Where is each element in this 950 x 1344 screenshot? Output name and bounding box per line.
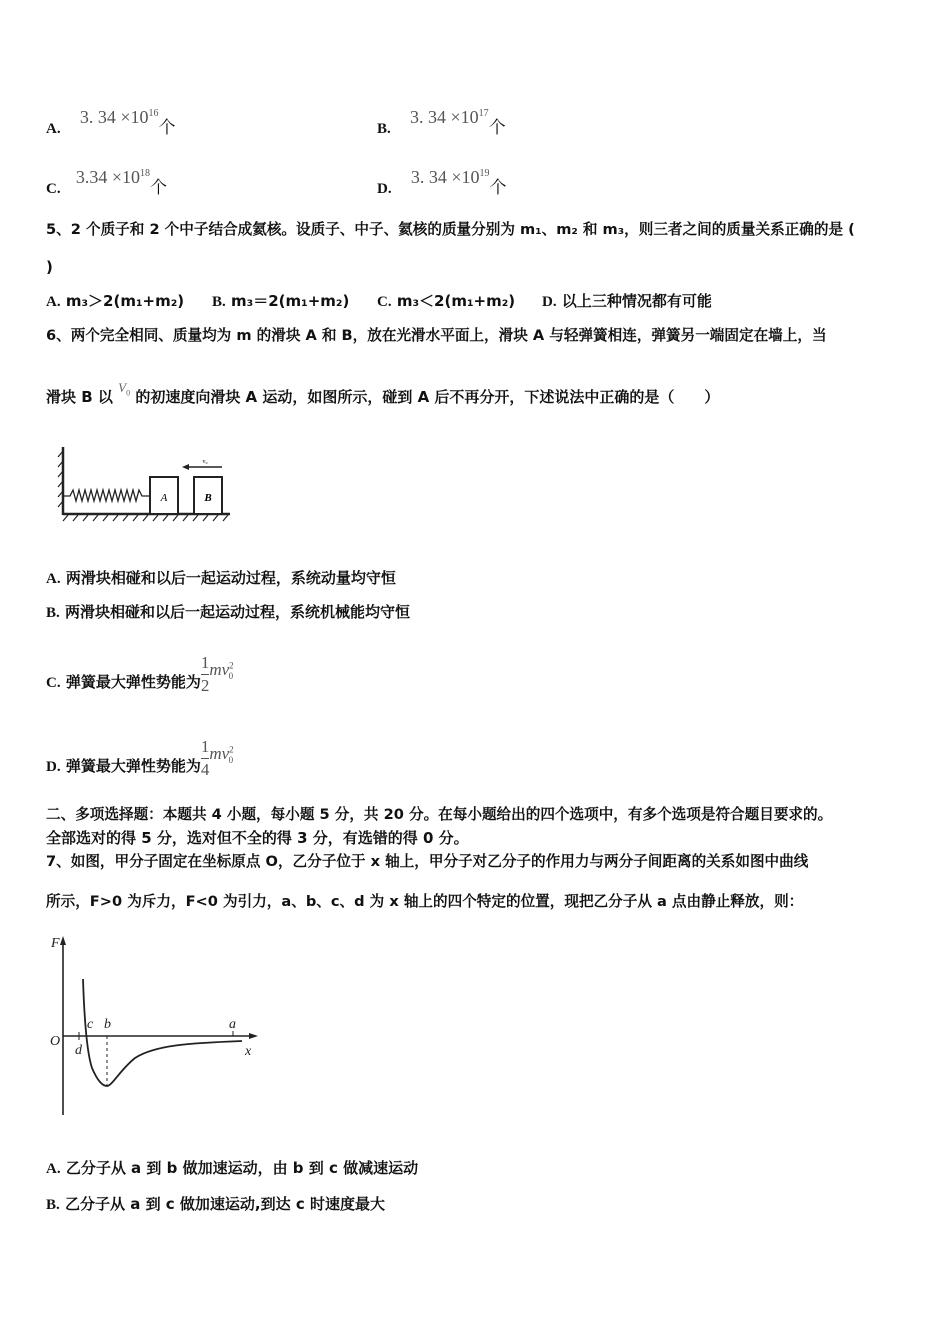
math-expr	[209, 660, 234, 682]
value-exponent: 19	[479, 168, 490, 179]
q5-option-a	[46, 291, 184, 312]
option-value	[410, 107, 489, 127]
option-label: A.	[46, 121, 61, 137]
q5-stem: 5、2 个质子和 2 个中子结合成氦核。设质子、中子、氦核的质量分别为 m₁、m₂ 和 m₃，则三者之间的质量关系正确的是 (	[46, 221, 855, 238]
q6-option-b	[46, 602, 410, 623]
option-label: C.	[46, 675, 61, 691]
numerator: 1	[200, 653, 210, 672]
v0-subscript: 0	[126, 388, 131, 398]
option-value	[80, 107, 159, 127]
option-text: 乙分子从 a 到 c 做加速运动,到达 c 时速度最大	[65, 1195, 385, 1213]
option-text: 弹簧最大弹性势能为	[65, 673, 201, 691]
force-curve	[83, 979, 242, 1086]
block-a-label: A	[160, 492, 168, 504]
option-label: B.	[46, 1197, 60, 1213]
q4-option-d	[377, 167, 507, 199]
option-label: C.	[377, 294, 392, 310]
value-mantissa: 3. 34 ×10	[410, 107, 479, 127]
value-mantissa: 3. 34 ×10	[410, 167, 480, 187]
denominator: 2	[200, 676, 210, 695]
q7-option-b	[46, 1194, 385, 1215]
option-label: A.	[46, 294, 61, 310]
q7-stem-line1: 7、如图，甲分子固定在坐标原点 O，乙分子位于 x 轴上，甲分子对乙分子的作用力与两分子间距离的关系如图中曲线	[46, 853, 809, 870]
option-label: B.	[377, 121, 391, 137]
expr-base: mv	[209, 660, 230, 679]
origin-label: O	[50, 1034, 61, 1049]
v0-letter: V	[118, 380, 127, 395]
option-label: D.	[542, 294, 557, 310]
unit: 个	[488, 118, 506, 138]
q6-stem-line2	[46, 380, 720, 414]
point-c-label: c	[87, 1017, 94, 1032]
option-text: 两滑块相碰和以后一起运动过程，系统动量均守恒	[65, 569, 396, 587]
q6-option-c	[46, 653, 234, 704]
stem-text: 的初速度向滑块 A 运动，如图所示，碰到 A 后不再分开，下述说法中正确的是（ ）	[135, 388, 720, 406]
denominator: 4	[200, 760, 210, 779]
q5-stem-end: )	[46, 258, 53, 276]
value-exponent: 16	[148, 108, 159, 119]
force-distance-graph	[40, 920, 280, 1120]
value-exponent: 17	[478, 108, 489, 119]
numerator: 1	[200, 737, 210, 756]
option-label: C.	[46, 181, 61, 197]
arrow-head-icon	[182, 464, 189, 470]
x-axis-arrow-icon	[249, 1033, 258, 1039]
option-label: B.	[46, 605, 60, 621]
point-d-label: d	[75, 1043, 82, 1058]
unit: 个	[489, 178, 507, 198]
option-text: m₃＝2(m₁+m₂)	[231, 292, 350, 310]
option-text: 乙分子从 a 到 b 做加速运动，由 b 到 c 做减速运动	[65, 1159, 419, 1177]
q7-option-a	[46, 1158, 418, 1179]
expr-base: mv	[209, 744, 230, 763]
option-text: 弹簧最大弹性势能为	[65, 757, 201, 775]
option-label: D.	[377, 181, 392, 197]
section2-instructions: 全部选对的得 5 分，选对但不全的得 3 分，有选错的得 0 分。	[46, 829, 469, 847]
value-exponent: 18	[139, 168, 150, 179]
option-text: m₃＞2(m₁+m₂)	[65, 292, 185, 310]
spring-block-figure	[50, 435, 250, 530]
math-expr	[209, 744, 234, 766]
option-text: m₃＜2(m₁+m₂)	[396, 292, 516, 310]
option-label: A.	[46, 1161, 61, 1177]
expr-sup: 2	[229, 660, 234, 671]
option-text: 两滑块相碰和以后一起运动过程，系统机械能均守恒	[65, 603, 411, 621]
unit: 个	[149, 178, 167, 198]
velocity-label: v₀	[202, 459, 208, 465]
spring	[64, 490, 150, 501]
q6-option-a	[46, 568, 396, 589]
option-value	[411, 167, 490, 187]
q4-option-c	[46, 167, 167, 199]
f-axis-arrow-icon	[60, 936, 66, 945]
point-b-label: b	[104, 1017, 111, 1032]
option-label: B.	[212, 294, 226, 310]
q5-option-d	[542, 291, 712, 312]
q4-option-a	[46, 107, 176, 139]
expr-sub: 0	[228, 671, 234, 682]
value-mantissa: 3.34 ×10	[75, 167, 140, 187]
section2-heading: 二、多项选择题：本题共 4 小题，每小题 5 分，共 20 分。在每小题给出的四个选项中，有多个选项是符合题目要求的。	[46, 806, 833, 823]
value-mantissa: 3. 34 ×10	[79, 107, 149, 127]
q5-option-c	[377, 291, 515, 312]
point-a-label: a	[229, 1017, 236, 1032]
block-b-label: B	[204, 492, 212, 504]
option-value	[76, 167, 150, 187]
option-label: A.	[46, 571, 61, 587]
floor-hatch	[63, 515, 228, 521]
expr-sub: 0	[228, 755, 234, 766]
q5-option-b	[212, 291, 349, 312]
option-text: 以上三种情况都有可能	[561, 292, 712, 310]
option-label: D.	[46, 759, 61, 775]
q7-stem-line2: 所示，F>0 为斥力，F<0 为引力，a、b、c、d 为 x 轴上的四个特定的位置，现把乙分子从 a 点由静止释放，则：	[46, 893, 804, 910]
v0-symbol	[118, 380, 131, 398]
expr-sup: 2	[229, 744, 234, 755]
f-axis-label: F	[51, 936, 60, 951]
q6-stem-line1: 6、两个完全相同、质量均为 m 的滑块 A 和 B，放在光滑水平面上，滑块 A 与轻弹簧相连，弹簧另一端固定在墙上，当	[46, 327, 827, 344]
unit: 个	[158, 118, 176, 138]
x-axis-label: x	[245, 1044, 252, 1059]
q6-option-d	[46, 737, 234, 788]
stem-text: 滑块 B 以	[46, 388, 113, 406]
q4-option-b	[377, 107, 506, 139]
